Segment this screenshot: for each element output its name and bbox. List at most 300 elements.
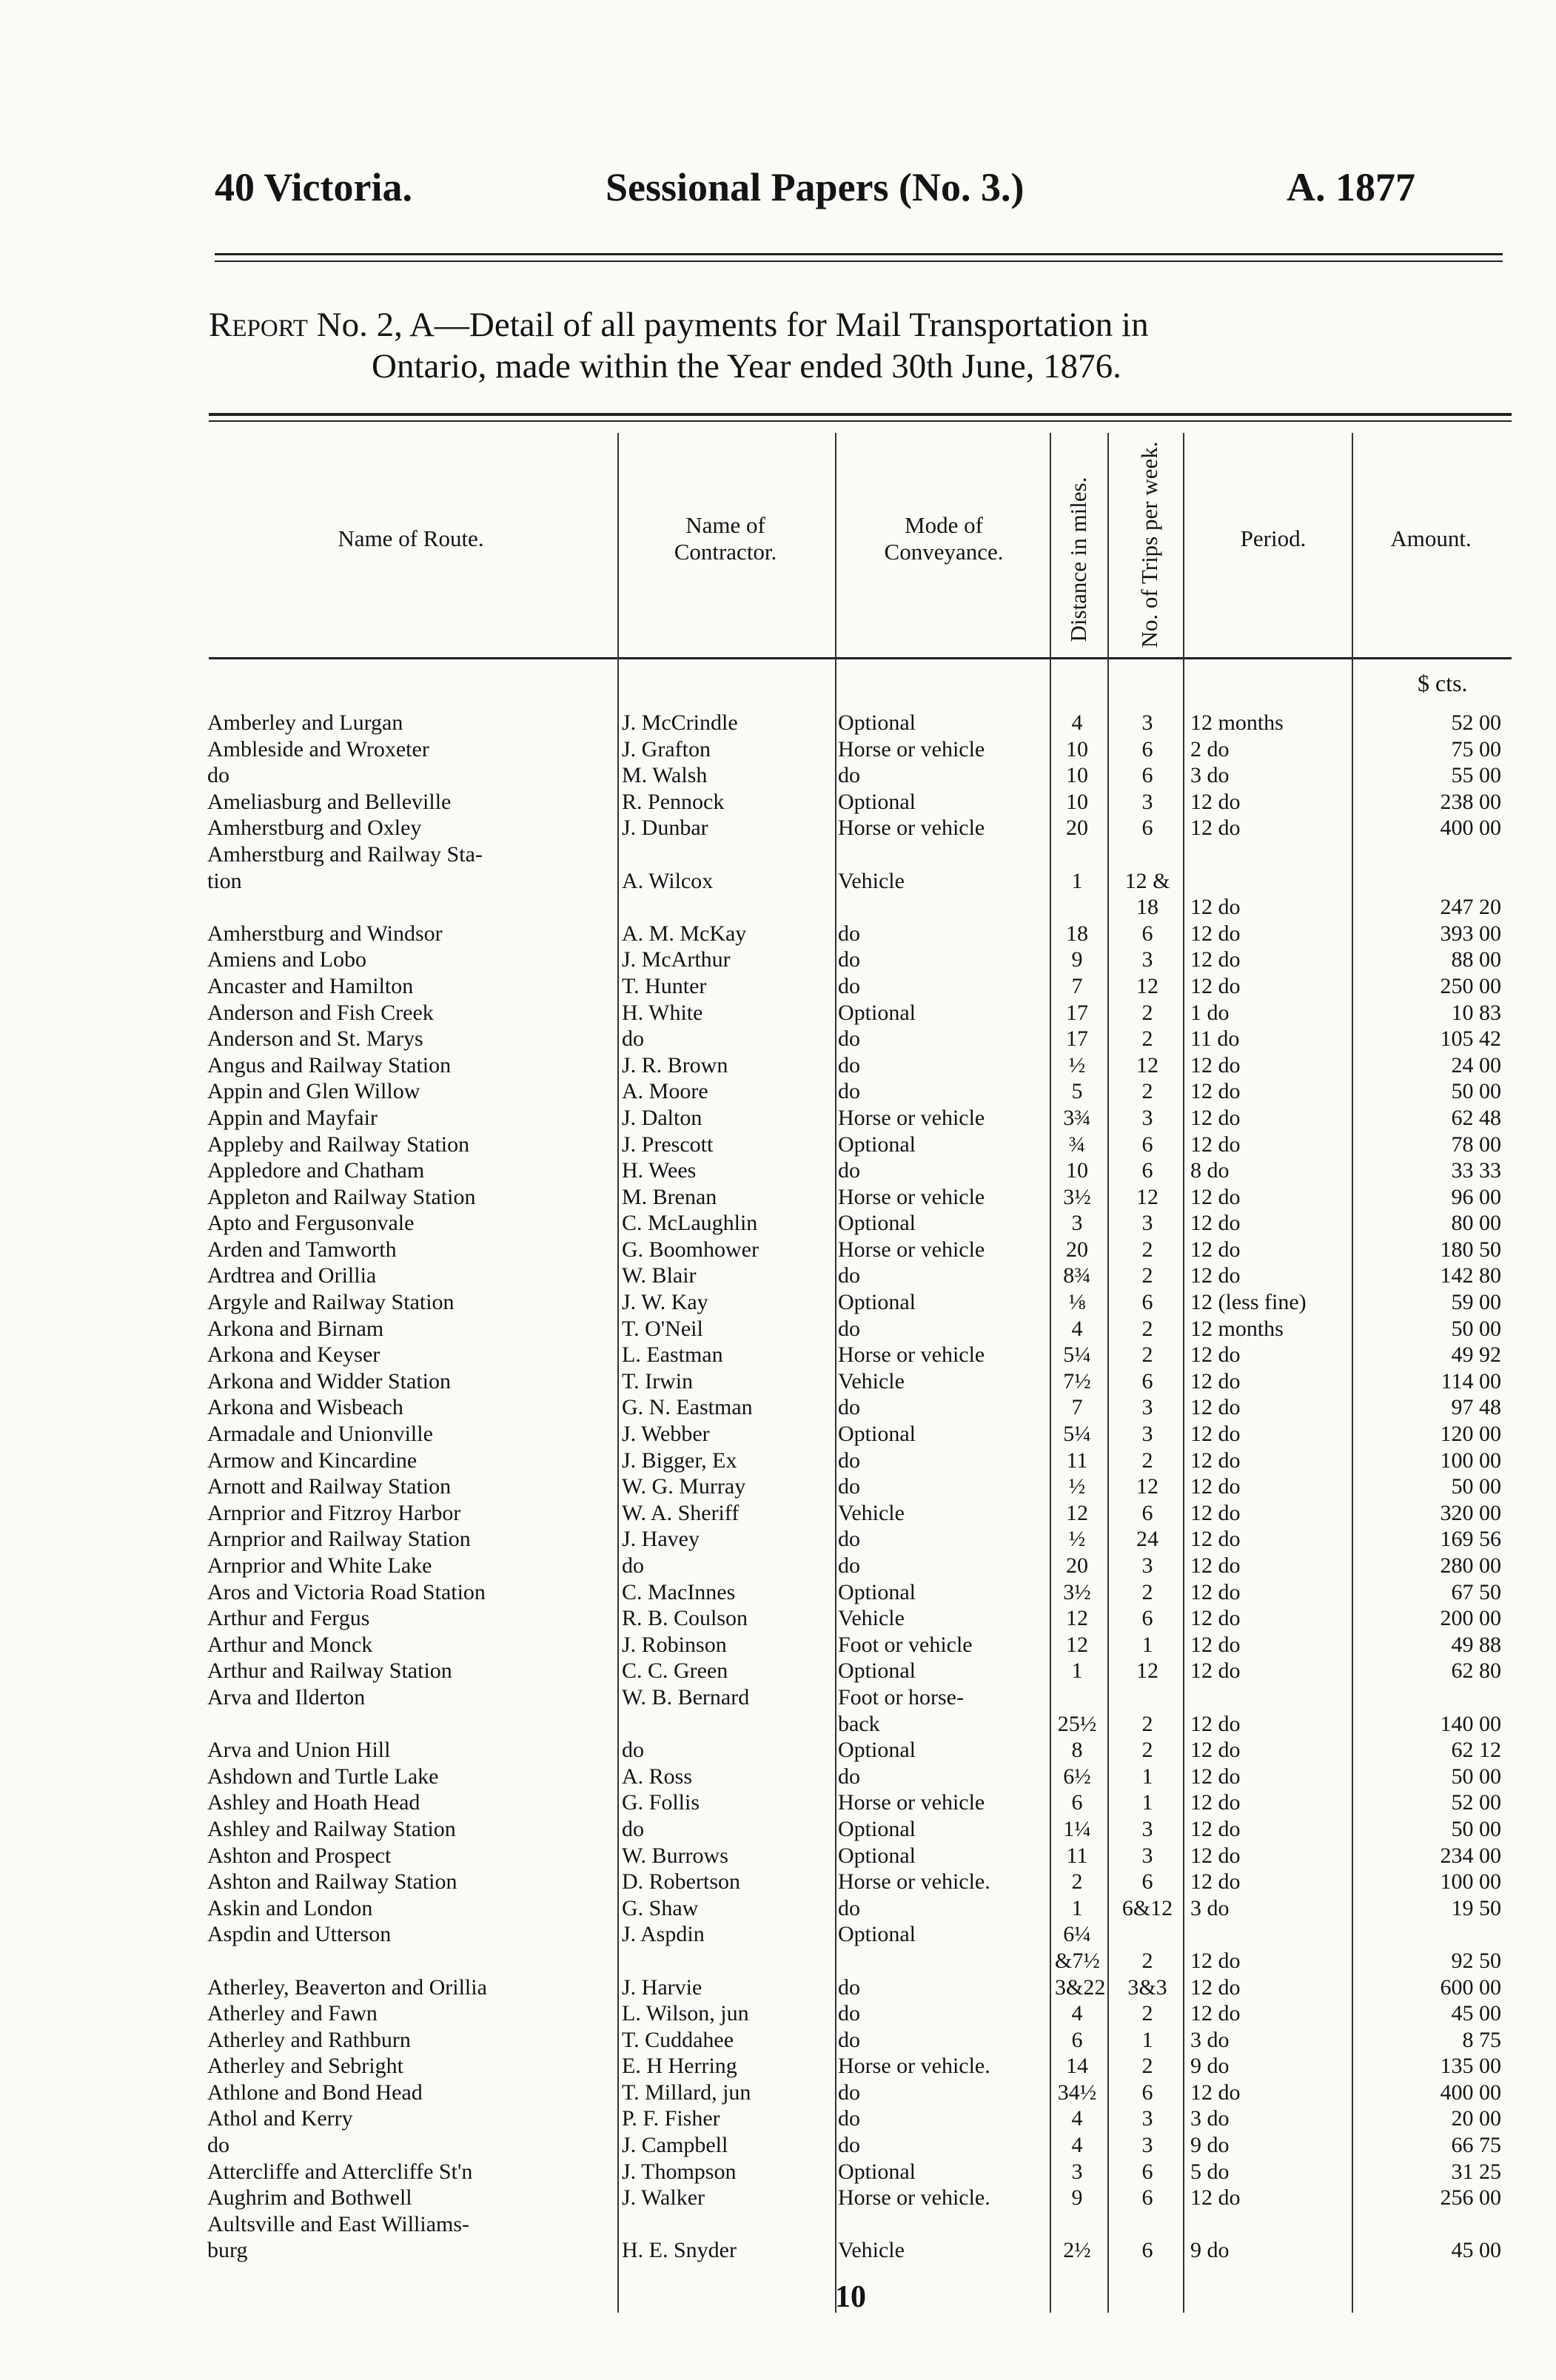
cell-trips: 12 (1136, 1658, 1158, 1684)
cell-contractor: J. Walker (622, 2185, 705, 2211)
cell-mode: do (838, 2106, 860, 2131)
cell-period: 12 do (1190, 2185, 1241, 2211)
cell-route: Arthur and Monck (207, 1632, 373, 1657)
cell-trips: 2 (1141, 1237, 1153, 1262)
cell-period: 12 do (1190, 1764, 1241, 1789)
cell-trips: 2 (1141, 1948, 1153, 1973)
cell-period: 12 (less fine) (1190, 1290, 1307, 1315)
cell-mode: Foot or vehicle (838, 1632, 973, 1657)
table-row (0, 1975, 1556, 2002)
table-row (0, 1237, 1556, 1264)
cell-route: do (207, 763, 229, 788)
cell-mode: do (838, 2001, 860, 2026)
table-row (0, 1317, 1556, 1343)
table-row (0, 1290, 1556, 1317)
cell-contractor: J. Robinson (622, 1632, 727, 1657)
cell-trips: 12 (1136, 1184, 1158, 1209)
cell-distance: 10 (1066, 789, 1088, 814)
cell-distance: 14 (1066, 2054, 1088, 2079)
cell-amount: 45 00 (1451, 2238, 1501, 2263)
cell-amount: 80 00 (1451, 1211, 1501, 1236)
cell-distance: 12 (1066, 1606, 1088, 1631)
cell-route: Atherley, Beaverton and Orillia (207, 1974, 487, 2000)
cell-mode: do (838, 1895, 860, 1920)
amount-unit: $ cts. (1418, 670, 1468, 696)
cell-period: 12 do (1190, 1869, 1241, 1895)
cell-amount: 49 92 (1451, 1342, 1501, 1368)
cell-trips: 2 (1141, 1579, 1153, 1604)
cell-distance: 7 (1071, 973, 1083, 998)
cell-contractor: T. Irwin (622, 1368, 694, 1394)
cell-amount: 140 00 (1440, 1711, 1501, 1736)
cell-mode: Horse or vehicle (838, 1790, 985, 1815)
cell-mode: do (838, 1158, 860, 1183)
cell-amount: 96 00 (1451, 1184, 1501, 1209)
cell-contractor: T. Hunter (622, 973, 707, 998)
payment-table (0, 710, 1556, 2265)
cell-route: Ancaster and Hamilton (207, 973, 414, 998)
cell-trips: 6 (1141, 1132, 1153, 1157)
cell-mode: do (838, 1448, 860, 1473)
table-row (0, 1527, 1556, 1553)
cell-contractor: do (622, 1026, 644, 1052)
cell-mode: Vehicle (838, 1368, 905, 1394)
cell-contractor: J. Webber (622, 1422, 710, 1447)
cell-amount: 24 00 (1451, 1052, 1501, 1078)
table-row (0, 1685, 1556, 1712)
cell-distance: 6½ (1063, 1764, 1091, 1789)
table-row (0, 1501, 1556, 1527)
report-title-line1 (209, 305, 1149, 345)
cell-period: 3 do (1190, 2027, 1230, 2052)
cell-contractor: J. Bigger, Ex (622, 1448, 737, 1473)
cell-route: Arkona and Widder Station (207, 1368, 452, 1394)
cell-route: Appin and Glen Willow (207, 1079, 420, 1104)
cell-amount: 31 25 (1451, 2159, 1501, 2184)
cell-trips: 2 (1141, 1738, 1153, 1763)
table-row (0, 1580, 1556, 1607)
cell-trips: 6 (1141, 2080, 1153, 2105)
cell-contractor: do (622, 1553, 644, 1578)
cell-route: Ashton and Prospect (207, 1843, 392, 1868)
cell-mode: Horse or vehicle (838, 736, 985, 762)
cell-route: Arthur and Fergus (207, 1606, 370, 1631)
cell-amount: 50 00 (1451, 1474, 1501, 1499)
cell-trips: 6&12 (1121, 1895, 1173, 1920)
cell-trips: 3 (1141, 2106, 1153, 2131)
cell-distance: 12 (1066, 1632, 1088, 1657)
cell-mode: Optional (838, 1579, 916, 1604)
cell-distance: 8 (1071, 1738, 1083, 1763)
cell-period: 12 do (1190, 947, 1241, 972)
cell-period: 12 do (1190, 1237, 1241, 1262)
cell-distance: 5 (1071, 1079, 1083, 1104)
cell-distance: 3&22 (1055, 1974, 1106, 2000)
cell-distance: 4 (1071, 710, 1083, 735)
cell-trips: 2 (1141, 1316, 1153, 1341)
cell-contractor: W. Burrows (622, 1843, 728, 1868)
cell-contractor: J. Dunbar (622, 816, 708, 841)
cell-distance: 9 (1071, 2185, 1083, 2211)
cell-period: 3 do (1190, 1895, 1230, 1920)
cell-mode: Vehicle (838, 1500, 905, 1525)
cell-distance: ⅛ (1068, 1290, 1086, 1315)
cell-contractor: D. Robertson (622, 1869, 740, 1895)
cell-route: tion (207, 868, 242, 893)
cell-contractor: J. McCrindle (622, 710, 738, 735)
cell-contractor: R. B. Coulson (622, 1606, 748, 1631)
table-row (0, 2212, 1556, 2239)
cell-route: Arnprior and Fitzroy Harbor (207, 1500, 461, 1525)
table-row (0, 947, 1556, 974)
table-row (0, 1132, 1556, 1159)
cell-period: 12 do (1190, 1843, 1241, 1868)
cell-period: 12 do (1190, 1052, 1241, 1078)
cell-contractor: A. Ross (622, 1764, 693, 1789)
cell-contractor: T. O'Neil (622, 1316, 703, 1341)
cell-trips: 1 (1141, 2027, 1153, 2052)
cell-amount: 100 00 (1440, 1869, 1501, 1895)
cell-period: 12 do (1190, 1553, 1241, 1578)
cell-distance: 5¼ (1063, 1342, 1091, 1368)
cell-mode: Horse or vehicle. (838, 2054, 990, 2079)
cell-trips: 6 (1141, 1606, 1153, 1631)
cell-distance: 1 (1071, 1895, 1083, 1920)
cell-period: 8 do (1190, 1158, 1230, 1183)
cell-period: 12 do (1190, 1790, 1241, 1815)
cell-route: Arkona and Keyser (207, 1342, 380, 1368)
cell-route: Arkona and Wisbeach (207, 1395, 403, 1420)
colhead-route: Name of Route. (338, 525, 484, 551)
cell-contractor: J. Harvie (622, 1974, 702, 2000)
cell-contractor: J. Grafton (622, 736, 711, 762)
cell-route: Ameliasburg and Belleville (207, 789, 452, 814)
cell-route: Argyle and Railway Station (207, 1290, 455, 1315)
cell-period: 12 do (1190, 921, 1241, 946)
title-rule-2 (209, 420, 1512, 422)
cell-amount: 50 00 (1451, 1079, 1501, 1104)
cell-trips: 2 (1141, 1448, 1153, 1473)
cell-amount: 50 00 (1451, 1316, 1501, 1341)
cell-period: 12 do (1190, 2001, 1241, 2026)
cell-contractor: W. B. Bernard (622, 1684, 750, 1710)
cell-route: Amiens and Lobo (207, 947, 366, 972)
cell-mode: Horse or vehicle (838, 1184, 985, 1209)
cell-mode: Horse or vehicle (838, 1105, 985, 1130)
cell-period: 9 do (1190, 2133, 1230, 2158)
table-row (0, 710, 1556, 737)
cell-contractor: J. McArthur (622, 947, 731, 972)
cell-distance: ¾ (1068, 1132, 1086, 1157)
table-row (0, 1422, 1556, 1448)
cell-distance: 17 (1066, 1026, 1088, 1052)
cell-route: Appleby and Railway Station (207, 1132, 470, 1157)
cell-mode: Optional (838, 789, 916, 814)
cell-distance: 11 (1066, 1448, 1088, 1473)
cell-amount: 247 20 (1440, 895, 1501, 920)
cell-route: Arva and Union Hill (207, 1738, 391, 1763)
table-row (0, 1211, 1556, 1237)
cell-mode: Optional (838, 1422, 916, 1447)
title-rule-1 (209, 413, 1512, 416)
cell-contractor: J. R. Brown (622, 1052, 728, 1078)
table-row (0, 1633, 1556, 1659)
cell-distance: 10 (1066, 1158, 1088, 1183)
cell-distance: 4 (1071, 1316, 1083, 1341)
column-header-rule (209, 657, 1512, 659)
table-row (0, 763, 1556, 790)
cell-route: Amherstburg and Oxley (207, 816, 422, 841)
cell-trips: 6 (1141, 921, 1153, 946)
cell-distance: 6 (1071, 2027, 1083, 2052)
cell-distance: 6¼ (1063, 1922, 1091, 1947)
cell-contractor: G. Shaw (622, 1895, 699, 1920)
cell-trips: 6 (1141, 2238, 1153, 2263)
table-row (0, 1342, 1556, 1369)
cell-period: 12 do (1190, 1500, 1241, 1525)
cell-period: 11 do (1190, 1026, 1240, 1052)
cell-trips: 2 (1141, 2001, 1153, 2026)
cell-amount: 50 00 (1451, 1816, 1501, 1841)
cell-period: 12 do (1190, 973, 1241, 998)
cell-amount: 180 50 (1440, 1237, 1501, 1262)
cell-distance: 3½ (1063, 1184, 1091, 1209)
cell-route: Armadale and Unionville (207, 1422, 433, 1447)
cell-trips: 2 (1141, 1026, 1153, 1052)
cell-contractor: T. Millard, jun (622, 2080, 751, 2105)
cell-trips: 12 (1136, 1474, 1158, 1499)
cell-route: Attercliffe and Attercliffe St'n (207, 2159, 473, 2184)
cell-trips: 6 (1141, 763, 1153, 788)
cell-distance: 20 (1066, 816, 1088, 841)
cell-mode: Optional (838, 710, 916, 735)
cell-amount: 66 75 (1451, 2133, 1501, 2158)
cell-contractor: C. McLaughlin (622, 1211, 758, 1236)
table-row (0, 1106, 1556, 1132)
cell-mode: Optional (838, 1738, 916, 1763)
cell-trips: 3 (1141, 1553, 1153, 1578)
cell-amount: 19 50 (1451, 1895, 1501, 1920)
cell-trips: 6 (1141, 1158, 1153, 1183)
cell-mode: Foot or horse- (838, 1684, 964, 1710)
cell-mode: do (838, 1395, 860, 1420)
report-title-text: No. 2, A—Detail of all payments for Mail Transportation in (316, 306, 1149, 344)
cell-mode: do (838, 2133, 860, 2158)
cell-amount: 52 00 (1451, 710, 1501, 735)
cell-period: 9 do (1190, 2238, 1230, 2263)
cell-mode: Horse or vehicle (838, 1342, 985, 1368)
table-row (0, 1712, 1556, 1738)
cell-amount: 250 00 (1440, 973, 1501, 998)
cell-contractor: R. Pennock (622, 789, 725, 814)
cell-route: Angus and Railway Station (207, 1052, 452, 1078)
cell-contractor: J. Havey (622, 1527, 700, 1552)
cell-amount: 142 80 (1440, 1263, 1501, 1288)
cell-amount: 400 00 (1440, 2080, 1501, 2105)
table-row (0, 1369, 1556, 1396)
cell-mode: Optional (838, 1816, 916, 1841)
cell-distance: 4 (1071, 2001, 1083, 2026)
cell-trips: 3 (1141, 710, 1153, 735)
cell-distance: 1¼ (1063, 1816, 1091, 1841)
cell-amount: 8 75 (1462, 2027, 1501, 2052)
cell-period: 12 do (1190, 895, 1241, 920)
cell-contractor: J. W. Kay (622, 1290, 708, 1315)
cell-trips: 1 (1141, 1790, 1153, 1815)
cell-route: Appleton and Railway Station (207, 1184, 476, 1209)
cell-route: Aspdin and Utterson (207, 1922, 392, 1947)
cell-trips: 3 (1141, 2133, 1153, 2158)
cell-contractor: G. Follis (622, 1790, 700, 1815)
cell-distance: 3 (1071, 1211, 1083, 1236)
table-row (0, 2028, 1556, 2054)
cell-contractor: C. C. Green (622, 1658, 728, 1684)
cell-mode: back (838, 1711, 880, 1736)
cell-route: Apto and Fergusonvale (207, 1211, 415, 1236)
cell-distance: 20 (1066, 1237, 1088, 1262)
cell-period: 12 do (1190, 1606, 1241, 1631)
cell-distance: &7½ (1055, 1948, 1100, 1973)
cell-period: 3 do (1190, 2106, 1230, 2131)
colhead-mode: Mode of Conveyance. (884, 512, 1004, 565)
cell-mode: Horse or vehicle (838, 1237, 985, 1262)
cell-period: 12 do (1190, 1342, 1241, 1368)
cell-contractor: H. White (622, 1000, 703, 1025)
cell-amount: 135 00 (1440, 2054, 1501, 2079)
cell-contractor: C. MacInnes (622, 1579, 736, 1604)
cell-route: Anderson and Fish Creek (207, 1000, 434, 1025)
cell-distance: 20 (1066, 1553, 1088, 1578)
cell-period: 12 do (1190, 1974, 1241, 2000)
cell-mode: do (838, 973, 860, 998)
page-number: 10 (835, 2280, 866, 2314)
cell-route: burg (207, 2238, 248, 2263)
cell-distance: 7½ (1063, 1368, 1091, 1394)
cell-mode: do (838, 947, 860, 972)
cell-trips: 3 (1141, 1211, 1153, 1236)
cell-mode: do (838, 1079, 860, 1104)
cell-trips: 2 (1141, 1079, 1153, 1104)
cell-distance: 10 (1066, 763, 1088, 788)
cell-period: 12 do (1190, 1658, 1241, 1684)
cell-distance: 3 (1071, 2159, 1083, 2184)
cell-mode: do (838, 1026, 860, 1052)
cell-contractor: W. A. Sheriff (622, 1500, 740, 1525)
cell-period: 12 do (1190, 1079, 1241, 1104)
cell-route: Appin and Mayfair (207, 1105, 378, 1130)
colhead-trips: No. of Trips per week. (1136, 441, 1162, 648)
table-row (0, 1606, 1556, 1633)
cell-amount: 169 56 (1440, 1527, 1501, 1552)
cell-amount: 67 50 (1451, 1579, 1501, 1604)
table-row (0, 842, 1556, 869)
cell-amount: 234 00 (1440, 1843, 1501, 1868)
header-right: A. 1877 (1287, 165, 1415, 209)
cell-distance: 7 (1071, 1395, 1083, 1420)
cell-amount: 75 00 (1451, 736, 1501, 762)
cell-mode: do (838, 921, 860, 946)
cell-amount: 320 00 (1440, 1500, 1501, 1525)
cell-amount: 400 00 (1440, 816, 1501, 841)
table-row (0, 921, 1556, 948)
table-row (0, 1843, 1556, 1870)
cell-mode: Horse or vehicle. (838, 2185, 990, 2211)
cell-amount: 62 48 (1451, 1105, 1501, 1130)
cell-amount: 59 00 (1451, 1290, 1501, 1315)
header-left: 40 Victoria. (215, 165, 412, 209)
cell-trips: 6 (1141, 2159, 1153, 2184)
cell-mode: do (838, 1553, 860, 1578)
cell-distance: 25½ (1057, 1711, 1097, 1736)
header-center: Sessional Papers (No. 3.) (606, 165, 1025, 209)
cell-period: 12 do (1190, 1211, 1241, 1236)
colhead-amount: Amount. (1390, 525, 1472, 551)
cell-contractor: G. N. Eastman (622, 1395, 753, 1420)
table-row (0, 1658, 1556, 1685)
cell-distance: ½ (1068, 1527, 1086, 1552)
cell-amount: 256 00 (1440, 2185, 1501, 2211)
cell-amount: 62 12 (1451, 1738, 1501, 1763)
cell-trips: 6 (1141, 1290, 1153, 1315)
cell-trips: 18 (1136, 895, 1158, 920)
cell-trips: 1 (1141, 1764, 1153, 1789)
cell-contractor: W. G. Murray (622, 1474, 746, 1499)
cell-amount: 78 00 (1451, 1132, 1501, 1157)
table-row (0, 1158, 1556, 1185)
cell-mode: do (838, 1474, 860, 1499)
table-row (0, 1922, 1556, 1949)
cell-trips: 2 (1141, 1342, 1153, 1368)
table-row (0, 1869, 1556, 1896)
cell-amount: 200 00 (1440, 1606, 1501, 1631)
cell-route: Arnprior and White Lake (207, 1553, 432, 1578)
cell-contractor: E. H Herring (622, 2054, 737, 2079)
cell-trips: 3 (1141, 1422, 1153, 1447)
cell-period: 12 months (1190, 1316, 1284, 1341)
colhead-period: Period. (1240, 525, 1307, 551)
cell-mode: Vehicle (838, 2238, 905, 2263)
cell-contractor: L. Eastman (622, 1342, 723, 1368)
table-row (0, 1896, 1556, 1923)
table-row (0, 1817, 1556, 1843)
cell-mode: Optional (838, 1290, 916, 1315)
table-row (0, 1001, 1556, 1027)
cell-distance: 1 (1071, 1658, 1083, 1684)
cell-amount: 50 00 (1451, 1764, 1501, 1789)
cell-trips: 2 (1141, 2054, 1153, 2079)
table-row (0, 2159, 1556, 2186)
cell-route: Arden and Tamworth (207, 1237, 397, 1262)
cell-period: 12 do (1190, 1422, 1241, 1447)
cell-period: 2 do (1190, 736, 1230, 762)
cell-contractor: J. Dalton (622, 1105, 702, 1130)
cell-distance: 12 (1066, 1500, 1088, 1525)
cell-route: Amberley and Lurgan (207, 710, 403, 735)
cell-amount: 55 00 (1451, 763, 1501, 788)
cell-trips: 6 (1141, 2185, 1153, 2211)
table-row (0, 1026, 1556, 1053)
table-row (0, 2185, 1556, 2212)
table-row (0, 1553, 1556, 1580)
table-row (0, 1764, 1556, 1791)
cell-route: Amherstburg and Windsor (207, 921, 443, 946)
cell-period: 12 do (1190, 1738, 1241, 1763)
table-row (0, 1185, 1556, 1211)
cell-trips: 12 & (1124, 868, 1170, 893)
cell-trips: 3 (1141, 789, 1153, 814)
cell-period: 12 do (1190, 1711, 1241, 1736)
cell-amount: 105 42 (1440, 1026, 1501, 1052)
